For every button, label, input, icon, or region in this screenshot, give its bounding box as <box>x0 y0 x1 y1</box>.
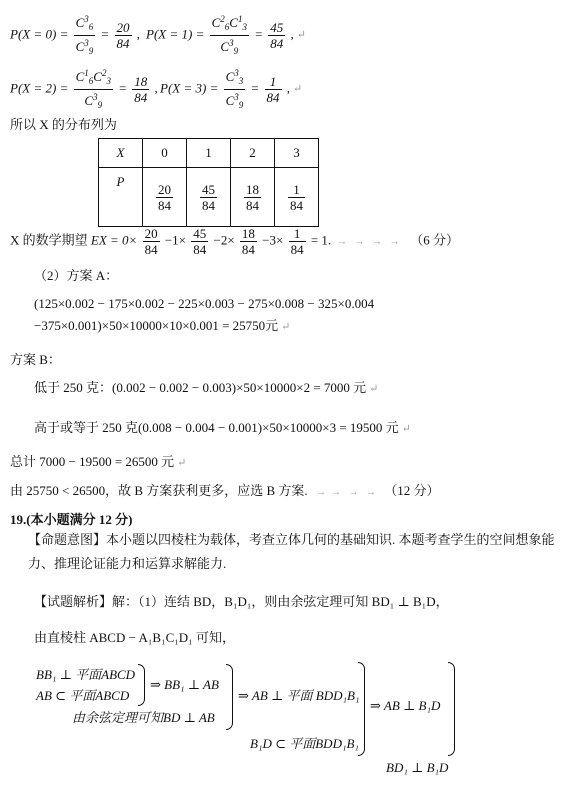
comb-sub: 9 <box>97 100 103 110</box>
table-cell <box>143 168 187 227</box>
denominator: 84 <box>193 242 207 257</box>
denominator: 84 <box>202 197 215 213</box>
prob-x1-value <box>268 20 285 51</box>
prob-x3-lhs: P(X = 3) = <box>160 80 219 96</box>
return-mark: ↵ <box>177 457 187 469</box>
comb-c: C <box>84 93 94 108</box>
comb-sup: 3 <box>84 14 89 24</box>
separator: , <box>286 80 291 96</box>
comb-sub: 9 <box>238 100 244 110</box>
comb-sub: 9 <box>233 46 239 56</box>
part2-label: （2）方案 A： <box>34 268 119 283</box>
numerator: 1 <box>289 226 306 242</box>
proof-l5: BD₁ ⊥ B₁D <box>386 760 449 775</box>
proof-l3: 由余弦定理可知BD ⊥ AB <box>72 710 215 725</box>
plan-a-line2 <box>34 318 290 335</box>
comb-c: C <box>75 69 85 84</box>
prob-x0 <box>10 12 140 59</box>
prob-x2-comb <box>74 66 113 113</box>
numerator: 18 <box>134 74 148 89</box>
operator: −2× <box>213 232 235 248</box>
comb-c: C <box>75 15 85 30</box>
numerator: 20 <box>158 181 171 197</box>
table-header-cell: 2 <box>231 139 275 168</box>
table-header-label: X <box>99 139 143 168</box>
prob-x3-value <box>265 74 282 105</box>
comb-c: C <box>229 15 238 30</box>
equals: = <box>100 26 110 42</box>
q19-number: 19. <box>10 512 27 527</box>
numerator: 18 <box>246 181 259 197</box>
plan-b-low-label: 低于 250 克： <box>34 380 113 395</box>
plan-b-high <box>34 420 411 437</box>
denominator: 84 <box>144 242 158 257</box>
proof-implies3: ⇒ AB ⊥ B₁D <box>370 698 441 713</box>
comb-sup: 3 <box>234 92 239 102</box>
return-mark: ↵ <box>281 321 291 333</box>
proof-l1: BB₁ ⊥ 平面ABCD <box>36 667 136 682</box>
denominator: 84 <box>134 90 148 105</box>
return-mark: ↵ <box>369 383 379 395</box>
intent-line1: 【命题意图】本小题以四棱柱为载体，考查立体几何的基础知识. 本题考查学生的空间想象能 <box>28 532 555 547</box>
analysis-line <box>34 594 449 610</box>
operator: −3× <box>262 232 284 248</box>
expectation-prefix: X 的数学期望 <box>10 232 88 248</box>
tab-arrows: → → → → <box>310 487 381 498</box>
prob-x2-value <box>132 74 149 105</box>
intent-line2: 力、推理论证能力和运算求解能力. <box>28 556 227 571</box>
comb-sup: 3 <box>234 68 239 78</box>
conclusion-line <box>10 483 439 501</box>
table-header-cell: 0 <box>143 139 187 168</box>
numerator: 45 <box>202 181 215 197</box>
numerator: 18 <box>241 226 255 241</box>
prob-x2 <box>10 66 158 113</box>
denominator: 84 <box>266 90 280 105</box>
total-line <box>10 454 186 471</box>
prob-x0-value <box>115 20 132 51</box>
denominator: 84 <box>116 36 130 51</box>
prob-x0-comb <box>74 12 96 59</box>
proof-l4: B₁D ⊂ 平面BDD₁B₁ <box>250 736 359 751</box>
prob-x3-comb <box>224 66 246 113</box>
plan-b-low-expr: (0.002 − 0.002 − 0.003)×50×10000×2 = 7000 元 <box>112 380 367 395</box>
denominator: 84 <box>241 242 255 257</box>
prob-x1-lhs: P(X = 1) = <box>146 26 205 42</box>
comb-sup: 2 <box>220 14 225 24</box>
proof-implies1: ⇒ BB₁ ⊥ AB <box>150 677 219 692</box>
comb-sup: 1 <box>237 14 243 24</box>
conclusion-text: 由 25750 < 26500，故 B 方案获利更多，应选 B 方案. <box>10 483 308 498</box>
expectation-line <box>10 226 459 257</box>
score-label: （6 分） <box>410 232 459 248</box>
comb-c: C <box>225 69 235 84</box>
comb-sub: 6 <box>88 22 94 32</box>
comb-sub: 3 <box>238 76 244 86</box>
plan-a-line1: (125×0.002 − 175×0.002 − 225×0.003 − 275×0.008 − 325×0.004 <box>34 296 375 311</box>
return-mark: ↵ <box>296 29 306 42</box>
table-cell <box>231 168 275 227</box>
table-cell <box>275 168 319 227</box>
comb-sub: 6 <box>88 76 94 86</box>
comb-sup: 3 <box>229 38 234 48</box>
distribution-table <box>98 138 319 227</box>
numerator: 1 <box>265 74 282 90</box>
plan-b-high-label: 高于或等于 250 克 <box>34 420 139 435</box>
plan-a-line2-text: −375×0.001)×50×10000×10×0.001 = 25750元 <box>34 318 279 333</box>
plan-b-low <box>34 380 378 397</box>
comb-c: C <box>211 15 221 30</box>
operator: −1× <box>164 232 186 248</box>
denominator: 84 <box>158 197 171 213</box>
prob-x1-comb <box>210 12 249 59</box>
prob-x1 <box>146 12 306 59</box>
equals: = <box>254 26 263 42</box>
proof-brace-3 <box>358 662 365 756</box>
prob-x0-lhs: P(X = 0) = <box>10 26 69 42</box>
score-label: （12 分） <box>384 483 440 498</box>
separator: , <box>290 26 294 42</box>
separator: , <box>136 26 141 42</box>
table-cell <box>187 168 231 227</box>
distribution-intro: 所以 X 的分布列为 <box>10 117 117 132</box>
equals: = <box>250 80 260 96</box>
comb-sup: 1 <box>84 68 89 78</box>
comb-sup: 3 <box>84 38 89 48</box>
denominator: 84 <box>246 197 259 213</box>
plan-b-high-expr: (0.008 − 0.004 − 0.001)×50×10000×3 = 19500 元 <box>138 420 399 435</box>
proof-implies2: ⇒ AB ⊥ 平面 BDD₁B₁ <box>238 688 360 703</box>
prob-x3 <box>160 66 302 113</box>
return-mark: ↵ <box>401 423 411 435</box>
comb-c: C <box>220 39 230 54</box>
comb-sub: 3 <box>106 76 111 86</box>
proof-l2: AB ⊂ 平面ABCD <box>36 688 130 703</box>
expectation-result: = 1. <box>310 232 332 248</box>
comb-sub: 3 <box>242 22 247 32</box>
expectation-ex: EX = 0× <box>90 232 138 248</box>
comb-c: C <box>93 69 102 84</box>
numerator: 20 <box>116 20 130 35</box>
prism-line: 由直棱柱 ABCD − A₁B₁C₁D₁ 可知， <box>34 630 235 645</box>
comb-c: C <box>75 39 85 54</box>
proof-brace-1 <box>138 664 145 706</box>
equals: = <box>118 80 127 96</box>
return-mark: ↵ <box>293 83 303 96</box>
tab-arrows: → → → → <box>334 236 407 248</box>
plan-b-label: 方案 B： <box>10 352 61 367</box>
proof-brace-2 <box>226 664 233 730</box>
numerator: 1 <box>288 182 305 198</box>
comb-sup: 2 <box>101 68 107 78</box>
numerator: 20 <box>144 226 158 241</box>
table-header-row <box>99 139 319 168</box>
denominator: 84 <box>270 36 284 51</box>
comb-sup: 3 <box>93 92 98 102</box>
prob-x2-lhs: P(X = 2) = <box>10 80 69 96</box>
separator: , <box>154 80 158 96</box>
total-text: 总计 7000 − 19500 = 26500 元 <box>10 454 175 469</box>
comb-sub: 9 <box>88 46 94 56</box>
table-row <box>99 168 319 227</box>
comb-c: C <box>225 93 235 108</box>
analysis-text: 【试题解析】解：（1）连结 BD，B₁D₁，则由余弦定理可知 BD₁ ⊥ B₁D， <box>34 594 449 609</box>
table-header-cell: 1 <box>187 139 231 168</box>
denominator: 84 <box>290 197 303 213</box>
q19-title: (本小题满分 12 分) <box>26 512 133 527</box>
table-header-cell: 3 <box>275 139 319 168</box>
table-row-label: P <box>99 168 143 227</box>
proof-brace-4 <box>448 662 455 756</box>
q19-heading <box>10 512 132 528</box>
denominator: 84 <box>290 242 304 257</box>
numerator: 45 <box>270 20 284 35</box>
numerator: 45 <box>193 226 207 241</box>
comb-sub: 6 <box>224 22 230 32</box>
